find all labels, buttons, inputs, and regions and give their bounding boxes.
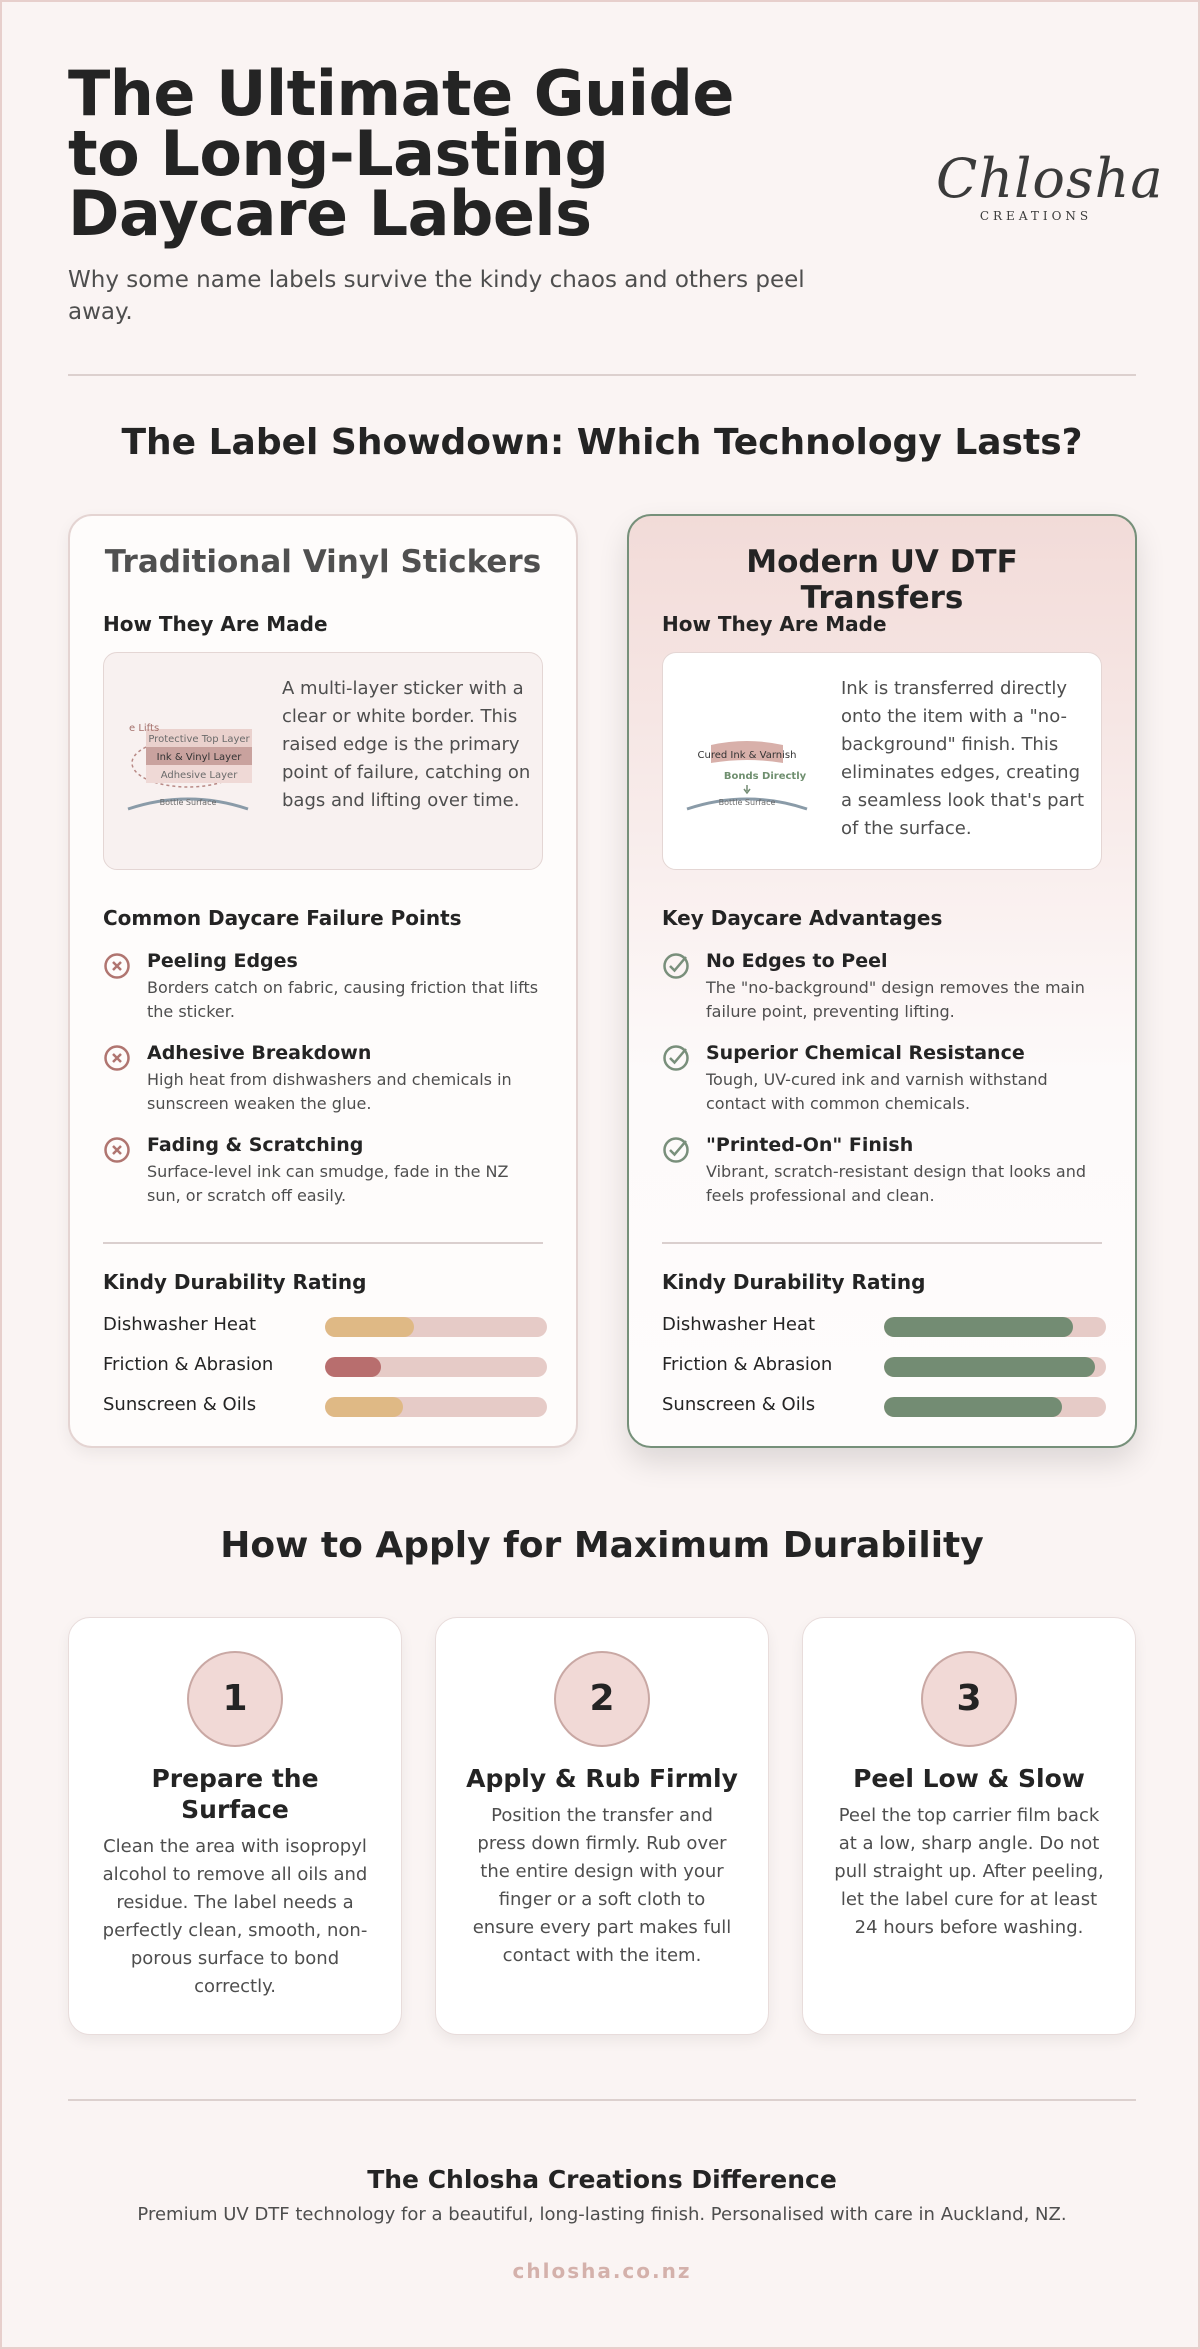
point-title: Superior Chemical Resistance xyxy=(706,1042,1025,1064)
surface-label: Bottle Surface xyxy=(718,798,776,807)
step-title: Apply & Rub Firmly xyxy=(466,1764,738,1793)
bond-label: Bonds Directly xyxy=(723,771,807,782)
rating-row xyxy=(103,1386,543,1426)
vinyl-points-list xyxy=(103,948,543,1224)
x-circle-icon xyxy=(103,1136,131,1164)
uv-points-list xyxy=(662,948,1102,1224)
step-title: Peel Low & Slow xyxy=(853,1764,1085,1793)
vinyl-card xyxy=(68,514,578,1448)
point-desc: Tough, UV-cured ink and varnish withstand contact with common chemicals. xyxy=(706,1070,1048,1113)
uv-card-title: Modern UV DTF Transfers xyxy=(746,544,1018,616)
footer-url-link[interactable]: chlosha.co.nz xyxy=(512,2259,692,2283)
vinyl-card-title: Traditional Vinyl Stickers xyxy=(104,544,542,580)
rating-bar-track xyxy=(884,1357,1106,1377)
vinyl-ratings xyxy=(103,1306,543,1426)
cured-ink-label: Cured Ink & Varnish xyxy=(697,750,797,761)
rating-row xyxy=(662,1386,1102,1426)
brand-logo xyxy=(936,147,1164,223)
surface-label: Bottle Surface xyxy=(159,798,217,807)
point-desc: High heat from dishwashers and chemicals in sunscreen weaken the glue. xyxy=(147,1070,512,1113)
page-title: The Ultimate Guide to Long-Lasting Daycare Labels xyxy=(68,57,734,250)
point-desc: Borders catch on fabric, causing friction that lifts the sticker. xyxy=(147,978,539,1021)
rating-bar-fill xyxy=(325,1397,403,1417)
step-number: 3 xyxy=(921,1651,1017,1747)
page-subtitle: Why some name labels survive the kindy chaos and others peel away. xyxy=(68,267,805,325)
arrow-down-icon xyxy=(744,785,750,793)
list-item xyxy=(662,1132,1102,1224)
header-divider xyxy=(68,374,1136,376)
point-desc: Surface-level ink can smudge, fade in the NZ sun, or scratch off easily. xyxy=(147,1162,509,1205)
list-item xyxy=(103,1040,543,1132)
rating-label: Dishwasher Heat xyxy=(662,1313,816,1335)
logo-script-text: Chlosha xyxy=(936,147,1164,210)
rating-row xyxy=(103,1346,543,1386)
vinyl-made-box xyxy=(103,652,543,870)
uv-ratings xyxy=(662,1306,1102,1426)
rating-bar-fill xyxy=(884,1357,1095,1377)
adhesive-layer-label: Adhesive Layer xyxy=(160,770,238,781)
rating-bar-track xyxy=(325,1397,547,1417)
step-number: 1 xyxy=(187,1651,283,1747)
check-circle-icon xyxy=(662,1044,690,1072)
vinyl-made-text: A multi-layer sticker with a clear or white border. This raised edge is the primary point of failure, catching on bags and lifting over time. xyxy=(282,678,531,811)
step-card-2 xyxy=(435,1617,769,2035)
apply-title: How to Apply for Maximum Durability xyxy=(220,1525,984,1566)
uv-rating-divider xyxy=(662,1242,1102,1244)
rating-bar-fill xyxy=(884,1397,1062,1417)
step-title: Prepare the Surface xyxy=(151,1764,319,1824)
footer-divider xyxy=(68,2099,1136,2101)
step-desc: Position the transfer and press down firmly. Rub over the entire design with your finger or a soft cloth to ensure every part makes full contact with the item. xyxy=(472,1805,732,1966)
uv-rating-heading: Kindy Durability Rating xyxy=(662,1269,926,1294)
uv-card xyxy=(627,514,1137,1448)
uv-layers-diagram xyxy=(683,703,823,823)
vinyl-rating-heading: Kindy Durability Rating xyxy=(103,1269,367,1294)
ink-layer-label: Ink & Vinyl Layer xyxy=(156,752,242,763)
showdown-title: The Label Showdown: Which Technology Lasts? xyxy=(121,422,1083,463)
lift-label: e Lifts xyxy=(129,723,160,734)
step-card-1 xyxy=(68,1617,402,2035)
logo-subtext: CREATIONS xyxy=(979,209,1093,223)
rating-bar-fill xyxy=(325,1357,381,1377)
rating-label: Friction & Abrasion xyxy=(662,1353,833,1375)
check-circle-icon xyxy=(662,1136,690,1164)
rating-label: Dishwasher Heat xyxy=(103,1313,257,1335)
header xyxy=(68,57,1164,328)
vinyl-made-heading: How They Are Made xyxy=(103,612,328,636)
list-item xyxy=(662,1040,1102,1132)
rating-bar-track xyxy=(325,1317,547,1337)
rating-row xyxy=(662,1306,1102,1346)
point-desc: The "no-background" design removes the main failure point, preventing lifting. xyxy=(706,978,1085,1021)
rating-row xyxy=(662,1346,1102,1386)
top-layer-label: Protective Top Layer xyxy=(148,734,250,745)
x-circle-icon xyxy=(103,952,131,980)
uv-made-heading: How They Are Made xyxy=(662,612,887,636)
rating-label: Sunscreen & Oils xyxy=(103,1393,257,1415)
vinyl-layers-diagram xyxy=(124,703,264,823)
footer-title: The Chlosha Creations Difference xyxy=(367,2165,837,2194)
uv-points-heading: Key Daycare Advantages xyxy=(662,906,943,930)
step-desc: Peel the top carrier film back at a low, sharp angle. Do not pull straight up. After peeling, let the label cure for at least 24 hours before washing. xyxy=(834,1805,1104,1938)
point-title: "Printed-On" Finish xyxy=(706,1134,914,1156)
vinyl-points-heading: Common Daycare Failure Points xyxy=(103,906,462,930)
point-title: No Edges to Peel xyxy=(706,950,888,972)
rating-label: Sunscreen & Oils xyxy=(662,1393,816,1415)
step-desc: Clean the area with isopropyl alcohol to remove all oils and residue. The label needs a perfectly clean, smooth, non-porous surface to bond correctly. xyxy=(102,1836,368,1997)
x-circle-icon xyxy=(103,1044,131,1072)
point-title: Fading & Scratching xyxy=(147,1134,364,1156)
rating-bar-track xyxy=(884,1397,1106,1417)
list-item xyxy=(103,1132,543,1224)
list-item xyxy=(662,948,1102,1040)
rating-bar-fill xyxy=(884,1317,1073,1337)
footer-text: Premium UV DTF technology for a beautiful, long-lasting finish. Personalised with care in Auckland, NZ. xyxy=(137,2204,1067,2225)
check-circle-icon xyxy=(662,952,690,980)
point-title: Peeling Edges xyxy=(147,950,298,972)
uv-made-box xyxy=(662,652,1102,870)
uv-made-text: Ink is transferred directly onto the item with a "no-background" finish. This eliminates edges, creating a seamless look that's part of the surface. xyxy=(841,678,1085,839)
rating-bar-fill xyxy=(325,1317,414,1337)
point-desc: Vibrant, scratch-resistant design that looks and feels professional and clean. xyxy=(706,1162,1086,1205)
list-item xyxy=(103,948,543,1040)
step-card-3 xyxy=(802,1617,1136,2035)
step-number: 2 xyxy=(554,1651,650,1747)
rating-bar-track xyxy=(325,1357,547,1377)
vinyl-rating-divider xyxy=(103,1242,543,1244)
rating-bar-track xyxy=(884,1317,1106,1337)
rating-label: Friction & Abrasion xyxy=(103,1353,274,1375)
rating-row xyxy=(103,1306,543,1346)
point-title: Adhesive Breakdown xyxy=(147,1042,372,1064)
